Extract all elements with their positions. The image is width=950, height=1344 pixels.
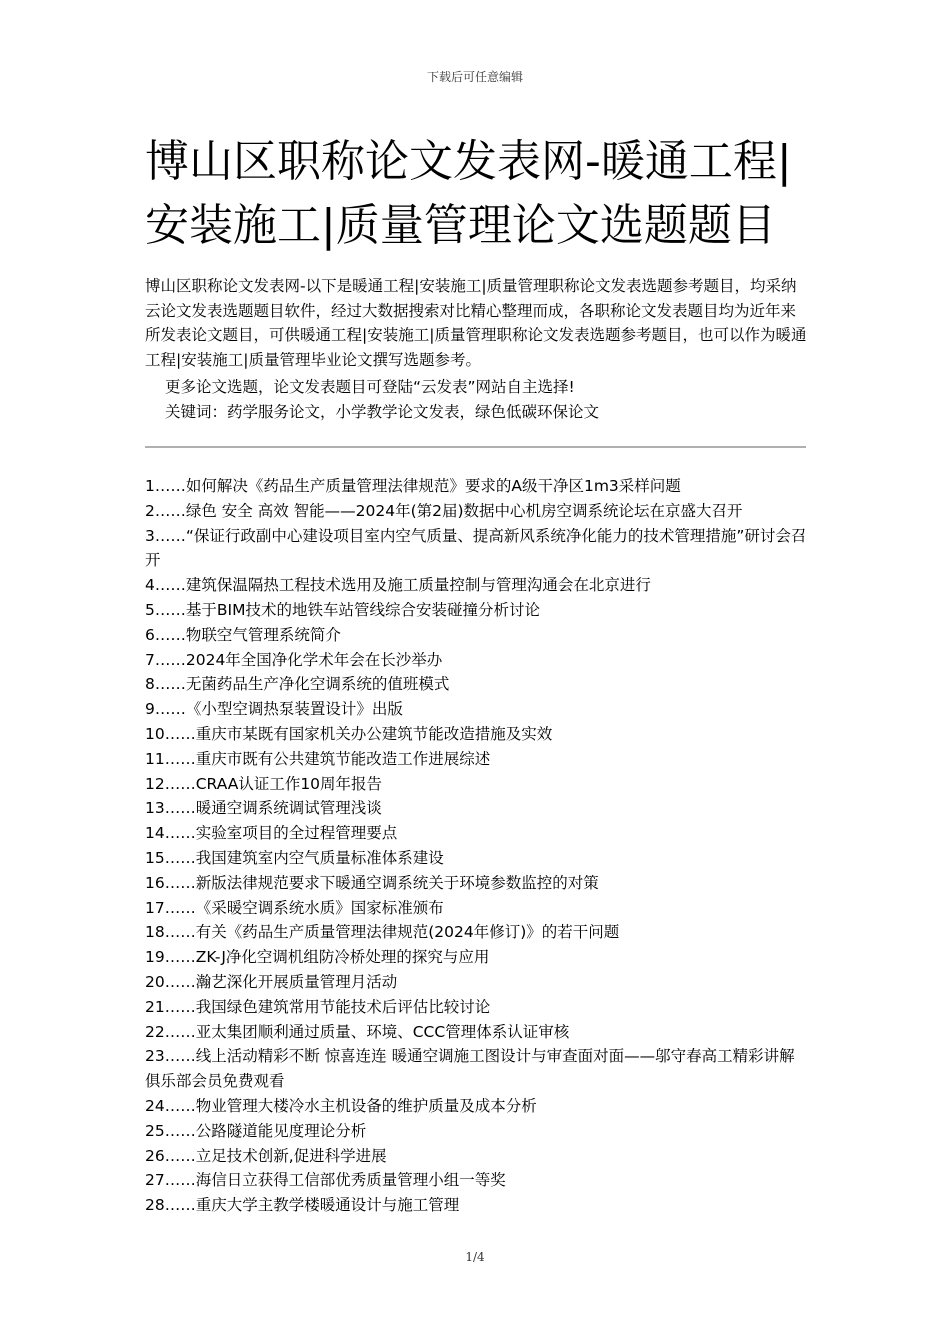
- header-note: 下载后可任意编辑: [426, 70, 523, 84]
- topic-item: 5……基于BIM技术的地铁车站管线综合安装碰撞分析讨论: [145, 600, 540, 619]
- topic-item: 1……如何解决《药品生产质量管理法律规范》要求的A级干净区1m3采样问题: [145, 477, 681, 495]
- topic-item: 27……海信日立获得工信部优秀质量管理小组一等奖: [145, 1171, 506, 1190]
- topic-item: 6……物联空气管理系统简介: [145, 625, 341, 644]
- topic-item: 21……我国绿色建筑常用节能技术后评估比较讨论: [145, 997, 491, 1016]
- page-number: 1/4: [465, 1250, 485, 1264]
- topic-item: 11……重庆市既有公共建筑节能改造工作进展综述: [145, 749, 491, 768]
- topic-item: 17……《采暖空调系统水质》国家标准颁布: [145, 898, 444, 917]
- page-title: 博山区职称论文发表网-暖通工程|安装施工|质量管理论文选题题目: [145, 136, 792, 251]
- section-divider: [145, 446, 806, 448]
- topic-item: 24……物业管理大楼冷水主机设备的维护质量及成本分析: [145, 1096, 537, 1115]
- topic-item: 13……暖通空调系统调试管理浅谈: [145, 799, 382, 818]
- topic-item: 14……实验室项目的全过程管理要点: [145, 824, 398, 843]
- topic-item: 15……我国建筑室内空气质量标准体系建设: [145, 848, 444, 867]
- topic-item: 20……瀚艺深化开展质量管理月活动: [145, 972, 398, 991]
- keywords-line: 关键词：药学服务论文，小学教学论文发表，绿色低碳环保论文: [165, 403, 600, 421]
- topic-item: 23……线上活动精彩不断 惊喜连连 暖通空调施工图设计与审查面对面——邬守春高工精彩讲解俱乐部会员免费观看: [145, 1047, 795, 1091]
- topic-item: 19……ZK-J净化空调机组防冷桥处理的探究与应用: [145, 948, 490, 967]
- topic-item: 9……《小型空调热泵装置设计》出版: [145, 700, 403, 719]
- topic-item: 12……CRAA认证工作10周年报告: [145, 774, 383, 793]
- topic-item: 16……新版法律规范要求下暖通空调系统关于环境参数监控的对策: [145, 873, 599, 892]
- topic-item: 3……“保证行政副中心建设项目室内空气质量、提高新风系统净化能力的技术管理措施”研讨会召开: [145, 526, 807, 570]
- topic-item: 2……绿色 安全 高效 智能——2024年(第2届)数据中心机房空调系统论坛在京盛大召开: [145, 501, 743, 520]
- topic-item: 25……公路隧道能见度理论分析: [145, 1121, 367, 1140]
- topic-item: 8……无菌药品生产净化空调系统的值班模式: [145, 675, 450, 694]
- topic-item: 4……建筑保温隔热工程技术选用及施工质量控制与管理沟通会在北京进行: [145, 576, 651, 595]
- more-topics-note: 更多论文选题，论文发表题目可登陆“云发表”网站自主选择!: [165, 378, 575, 396]
- topic-item: 26……立足技术创新,促进科学进展: [145, 1146, 387, 1165]
- topic-item: 7……2024年全国净化学术年会在长沙举办: [145, 650, 443, 669]
- topic-item: 18……有关《药品生产质量管理法律规范(2024年修订)》的若干问题: [145, 923, 620, 942]
- topic-item: 22……亚太集团顺利通过质量、环境、CCC管理体系认证审核: [145, 1022, 570, 1041]
- topic-item: 10……重庆市某既有国家机关办公建筑节能改造措施及实效: [145, 724, 553, 743]
- topic-item: 28……重庆大学主教学楼暖通设计与施工管理: [145, 1196, 460, 1215]
- topic-list: [145, 474, 809, 1218]
- intro-paragraph: 博山区职称论文发表网-以下是暖通工程|安装施工|质量管理职称论文发表选题参考题目，均采纳云论文发表选题题目软件，经过大数据搜索对比精心整理而成，各职称论文发表题目均为近年来所发表论文题目，可供暖通工程|安装施工|质量管理职称论文发表选题参考题目，也可以作为暖通工程|安装施工|质量管理毕业论文撰写选题参考。: [145, 277, 807, 369]
